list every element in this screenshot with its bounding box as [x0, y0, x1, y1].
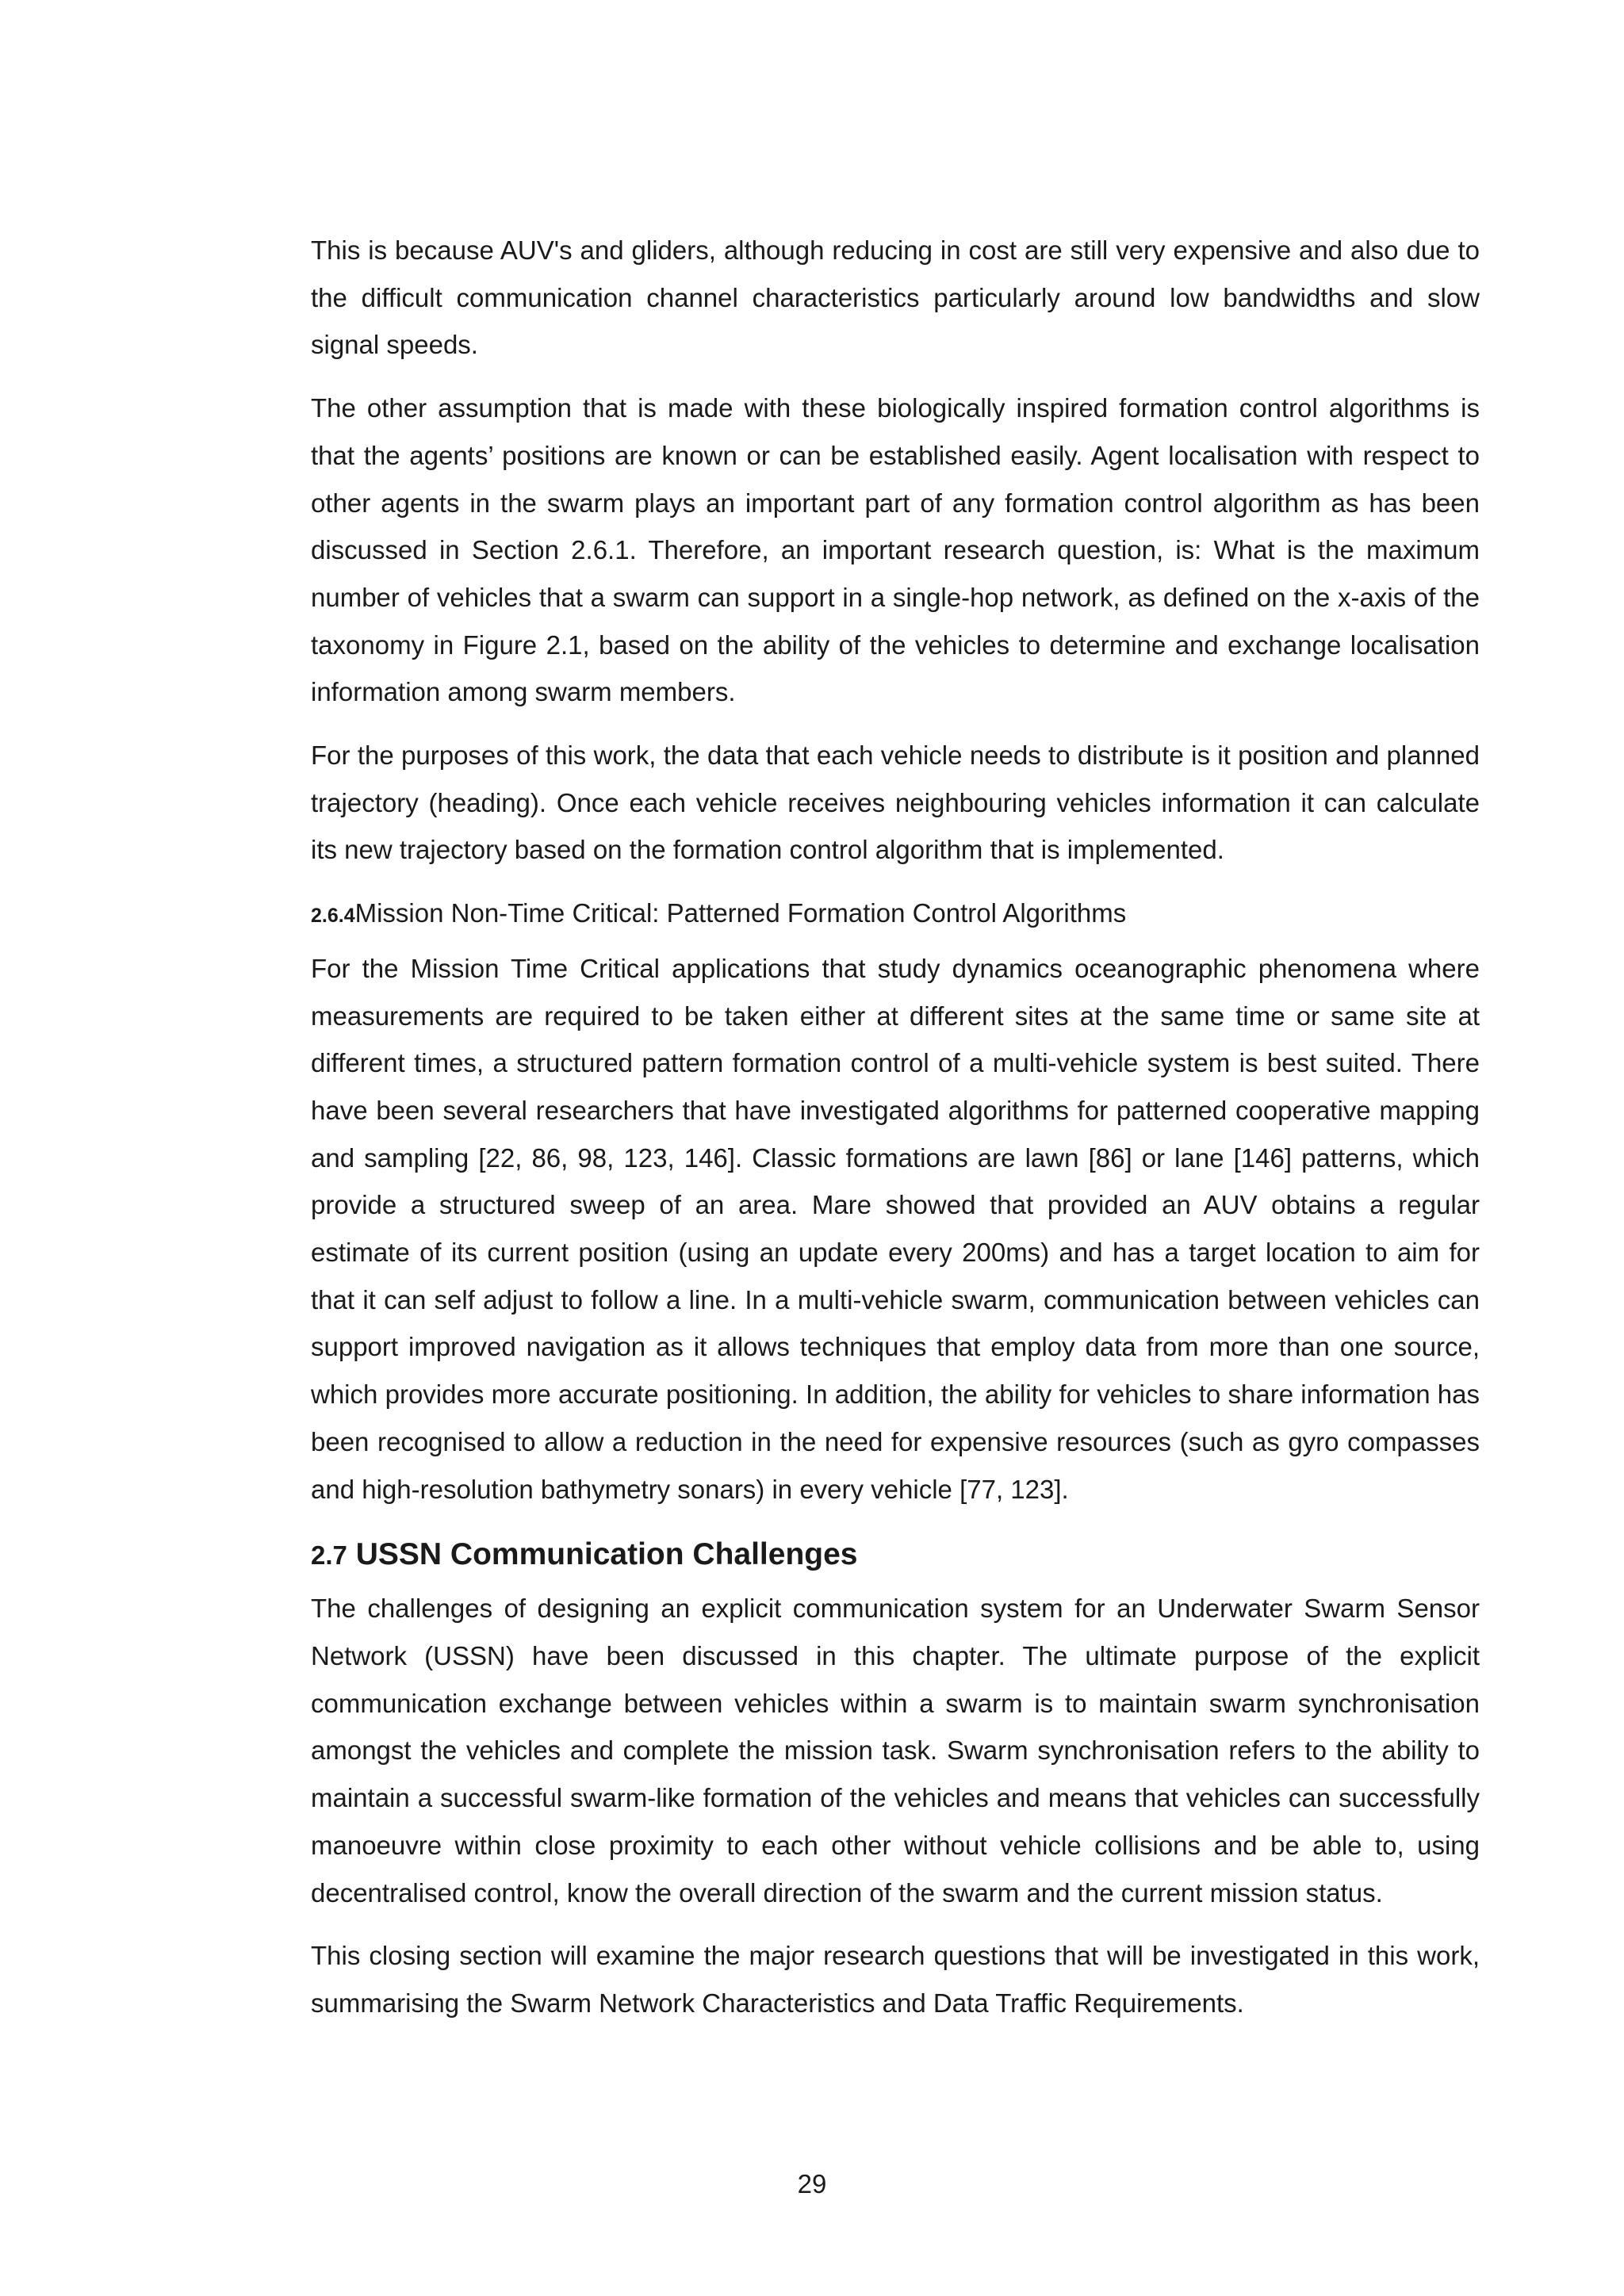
- section-title: Mission Non-Time Critical: Patterned Formation Control Algorithms: [354, 898, 1127, 928]
- paragraph: This is because AUV's and gliders, although reducing in cost are still very expensive and also due to the difficult communication channel characteristics particularly around low bandwidths and slow signal speeds.: [311, 235, 1480, 360]
- page-body: [311, 227, 1480, 2043]
- section-number: 2.7: [311, 1540, 347, 1571]
- page-number: 29: [797, 2169, 827, 2198]
- section-title: USSN Communication Challenges: [355, 1537, 858, 1572]
- paragraph: The other assumption that is made with these biologically inspired formation control algorithms is that the agents’ positions are known or can be established easily. Agent localisation with respect to other agents in the swarm plays an important part of any formation control algorithm as has been discussed in Section 2.6.1. Therefore, an important research question, is: What is the maximum number of vehicles that a swarm can support in a single-hop network, as defined on the x-axis of the taxonomy in Figure 2.1, based on the ability of the vehicles to determine and exchange localisation information among swarm members.: [311, 393, 1480, 707]
- section-heading-2-6-4: [311, 890, 1480, 940]
- paragraph: For the Mission Time Critical applications that study dynamics oceanographic phenomena where measurements are required to be taken either at different sites at the same time or same site at different times, a structured pattern formation control of a multi-vehicle system is best suited. There have been several researchers that have investigated algorithms for patterned cooperative mapping and sampling [22, 86, 98, 123, 146]. Classic formations are lawn [86] or lane [146] patterns, which provide a structured sweep of an area. Mare showed that provided an AUV obtains a regular estimate of its current position (using an update every 200ms) and has a target location to aim for that it can self adjust to follow a line. In a multi-vehicle swarm, communication between vehicles can support improved navigation as it allows techniques that employ data from more than one source, which provides more accurate positioning. In addition, the ability for vehicles to share information has been recognised to allow a reduction in the need for expensive resources (such as gyro compasses and high-resolution bathymetry sonars) in every vehicle [77, 123].: [311, 953, 1480, 1504]
- paragraph: The challenges of designing an explicit communication system for an Underwater Swarm Sensor Network (USSN) have been discussed in this chapter. The ultimate purpose of the explicit communication exchange between vehicles within a swarm is to maintain swarm synchronisation amongst the vehicles and complete the mission task. Swarm synchronisation refers to the ability to maintain a successful swarm-like formation of the vehicles and means that vehicles can successfully manoeuvre within close proximity to each other without vehicle collisions and be able to, using decentralised control, know the overall direction of the swarm and the current mission status.: [311, 1594, 1480, 1908]
- section-heading-2-7: [311, 1529, 1480, 1582]
- paragraph: This closing section will examine the major research questions that will be investigated in this work, summarising the Swarm Network Characteristics and Data Traffic Requirements.: [311, 1941, 1480, 2018]
- paragraph: For the purposes of this work, the data that each vehicle needs to distribute is it position and planned trajectory (heading). Once each vehicle receives neighbouring vehicles information it can calculate its new trajectory based on the formation control algorithm that is implemented.: [311, 740, 1480, 865]
- section-number: 2.6.4: [311, 905, 355, 928]
